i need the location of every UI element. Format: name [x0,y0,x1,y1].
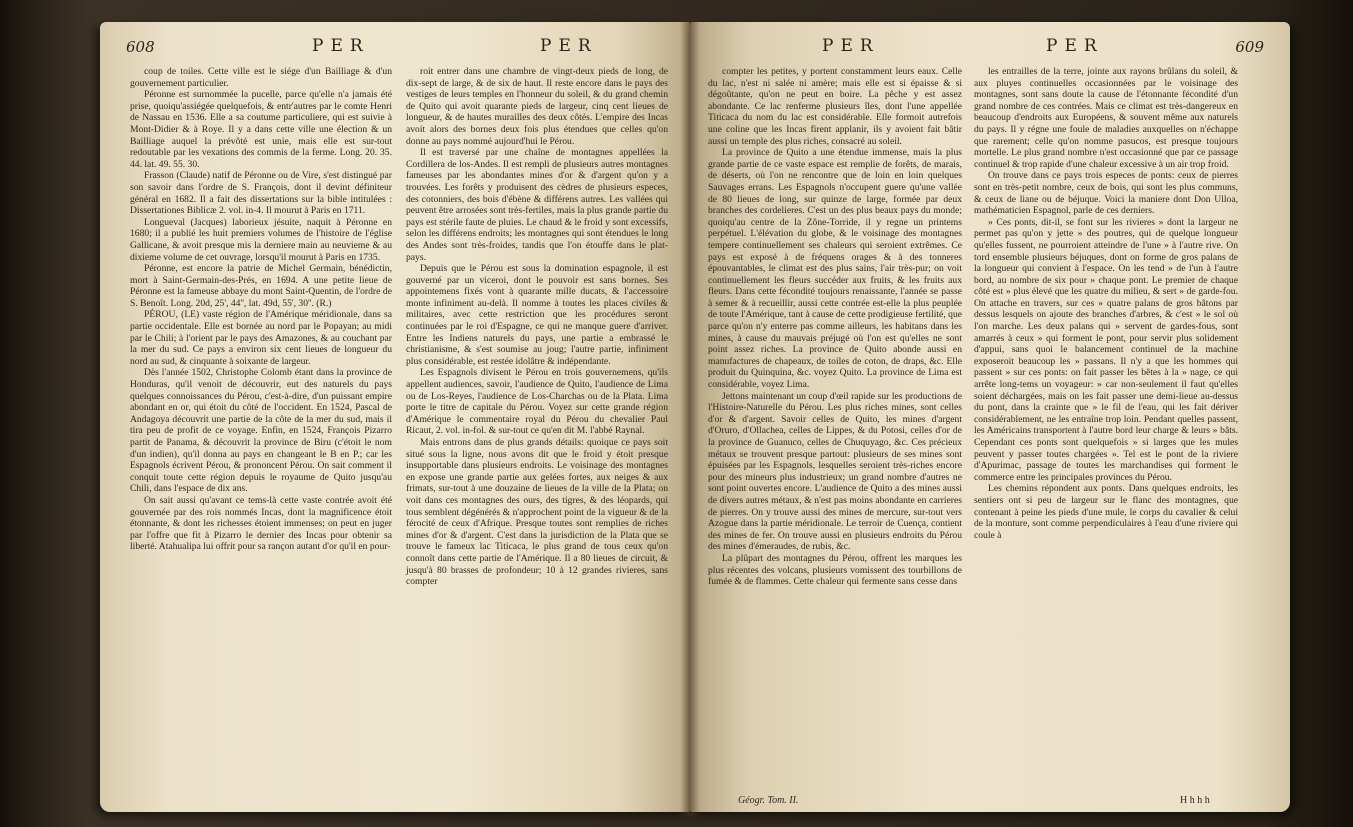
left-page-header [100,36,690,62]
left-page-number: 608 [126,38,155,56]
right-page-column-2 [974,66,1238,541]
book-gutter [680,18,700,816]
paragraph: » Ces ponts, dit-il, se font sur les rivieres » dont la largeur ne permet pas qu'on y jette » des poutres, qui de quelque longueur qu'elles fussent, ne pourroient atteindre de l'une » à l'autre rive. On tord ensemble plusieurs béjuques, dont on forme de gros palans de la longueur qui convient à l'espace. On les tend » de l'un à l'autre bord, au nombre de six pour » chaque pont. Le premier de chaque côté est » plus élevé que les quatre du milieu, & sert » de garde-fou. On attache en travers, sur ces » quatre palans de gros bâtons par dessus lesquels on ajoute des branches d'arbres, & c'est » le sol où l'on marche. Les deux palans qui » servent de gardes-fous, sont amarrés à ceux » qui forment le pont, pour servir plus solidement d'appui, sans quoi le balancement continuel de la machine exposeroit beaucoup les » passans. Il n'y a que les hommes qui passent » sur ces ponts: on fait passer les bêtes à la » nage, ce qui arrête long-tems un voyageur: » car non-seulement il faut qu'elles soient déchargées, mais on les fait passer une demi-lieue au-dessus du pont, dans la crainte que » le fil de l'eau, qui les fait dériver considérablement, ne les entraîne trop loin. Pendant quelles passent, les Américains transportent à l'autre bord leur charge & leurs » bâts. Cependant ces ponts sont quelquefois » si larges que les mules peuvent y passer toutes chargées ». Tel est le pont de la riviere d'Apurimac, passage de toutes les marchandises qui forment le commerce entre les principales provinces du Pérou. [974,216,1238,483]
left-running-head-2: PER [540,36,598,56]
paragraph: On trouve dans ce pays trois especes de ponts: ceux de pierres sont en très-petit nombre, ceux de bois, qui sont les plus communs, & ceux de liane ou de béjuque. Voici la maniere dont Don Ulloa, mathématicien Espagnol, parle de ces derniers. [974,170,1238,217]
paragraph: Péronne, est encore la patrie de Michel Germain, bénédictin, mort à Saint-Germain-des-Prés, en 1694. A une petite lieue de Péronne est la fameuse abbaye du mont Saint-Quentin, de l'ordre de S. Benoît. Long. 20d, 25', 44'', lat. 49d, 55', 30''. (R.) [130,263,392,309]
paragraph: Péronne est surnommée la pucelle, parce qu'elle n'a jamais été prise, quoiqu'assiégée quelquefois, & entr'autres par le comte Henri de Nassau en 1536. Elle a sa coutume particuliere, qui est suivie à Mont-Didier & à Roye. Il y a dans cette ville une élection & un Bailliage auquel la prévôté est unie, mais elle est sur-tout redoutable par les vexations des commis de la ferme. Long. 20. 35. 44. lat. 49. 55. 30. [130,89,392,170]
paragraph: Il est traversé par une chaîne de montagnes appellées la Cordillera de los-Andes. Il est rempli de plusieurs autres montagnes fameuses par les abondantes mines d'or & d'argent qu'on y a trouvées. Les forêts y produisent des cèdres de plusieurs especes, des cotonniers, des bois d'ébène & différens autres. Les vallées qui peuvent être arrosées sont très-fertiles, mais la plus grande partie du pays est stérile faute de pluies. Le chaud & le froid y sont excessifs, selon les différens endroits; les montagnes qui sont étendues le long des Andes sont très-froides, tandis que l'on étouffe dans le plat-pays. [406,147,668,263]
paragraph: La province de Quito a une étendue immense, mais la plus grande partie de ce vaste espace est remplie de forêts, de marais, de déserts, où l'on ne rencontre que de loin en loin quelques Sauvages errans. Les Espagnols n'occupent guere qu'une vallée de 80 lieues de long, sur quinze de large, formée par deux branches des cordelieres. C'est un des plus beaux pays du monde; quoiqu'au centre de la Zône-Torride, il y regne un printems perpétuel. L'élévation du globe, & le voisinage des montagnes tempere continuellement ses chaleurs qui seroient extrêmes. Ce pays est exposé à de fréquens orages & à des tonneres épouvantables, le climat est des plus sains, l'air très-pur; on voit continuellement les fleurs succéder aux fruits, & les fruits aux fleurs. Dans cette fécondité toujours renaissante, l'année se passe à semer & à recueillir, aussi cette contrée est-elle la plus peuplée de toute l'Amérique, tant à cause de cette prodigieuse fertilité, que parce qu'on n'y enterre pas comme ailleurs, les habitans dans les mines, à cause du mauvais préjugé où l'on est qu'elles ne sont point assez riches. La province de Quito abonde aussi en manufactures de chapeaux, de toiles de coton, de draps, &c. Elle produit du Quinquina, &c. voyez Quito. La province de Lima est considérable, voyez Lima. [708,147,962,391]
right-page-number: 609 [1235,38,1264,56]
paragraph: Frasson (Claude) natif de Péronne ou de Vire, s'est distingué par son savoir dans l'ordre de S. François, dont il devint définiteur général en 1682. Il a fait des dissertations sur la bible intitulées : Dissertationes Biblicæ 2. vol. in-4. Il mourut à Paris en 1711. [130,170,392,217]
right-running-head-1: PER [822,36,880,56]
paragraph: On sait aussi qu'avant ce tems-là cette vaste contrée avoit été gouvernée par des rois nommés Incas, dont la magnificence étoit étonnante, & dont les richesses étoient immenses; on peut en juger par l'offre que fit à Pizarro le dernier des Incas pour obtenir sa liberté. Atahualipa lui offrit pour sa rançon autant d'or qu'il en pour- [130,494,392,553]
left-page-column-2 [406,66,668,588]
paragraph: Les chemins répondent aux ponts. Dans quelques endroits, les sentiers ont si peu de largeur sur le flanc des montagnes, que contenant à peine les pieds d'une mule, le corps du cavalier & celui de la monture, sont comme perpendiculaires à l'eau d'une riviere qui coule à [974,483,1238,541]
paragraph: coup de toiles. Cette ville est le siége d'un Bailliage & d'un gouvernement particulier. [130,66,392,89]
paragraph: les entrailles de la terre, jointe aux rayons brûlans du soleil, & aux pluyes continuelles occasionnées par le voisinage des montagnes, sont sans doute la cause de l'étonnante fécondité d'un grand nombre de ces contrées. Mais ce climat est très-dangereux en beaucoup d'endroits aux Européens, & souvent même aux naturels du pays. Il y régne une foule de maladies auxquelles on n'échappe que rarement; celle qu'on nomme pasucos, est presque toujours mortelle. Le plus grand nombre n'est occasionné que par ce passage continuel & trop rapide d'une chaleur excessive à un air trop froid. [974,66,1238,170]
right-page [690,22,1290,812]
paragraph: PÉROU, (LE) vaste région de l'Amérique méridionale, dans sa partie occidentale. Elle est bornée au nord par le Popayan; au midi par le Chili; à l'orient par le pays des Amazones, & au couchant par la mer du sud. Ce pays a environ six cent lieues de longueur du nord au sud, & cinquante à soixante de largeur. [130,309,392,367]
left-page [100,22,690,812]
right-page-column-1 [708,66,962,588]
paragraph: Jettons maintenant un coup d'œil rapide sur les productions de l'Histoire-Naturelle du Pérou. Les plus riches mines, sont celles d'or & d'argent. Savoir celles de Quito, les mines d'argent d'Oruro, d'Ollachea, celles de Lippes, & du Potosi, celles d'or de la province de Guanuco, celles de Chuquyago, &c. Ces précieux métaux se trouvent presque partout: plusieurs de ses mines sont épuisées par les Espagnols, lesquelles seroient très-riches encore pour des mineurs plus industrieux; un grand nombre d'autres ne sont point ouvertes encore. L'audience de Quito a des mines aussi de divers autres métaux, & n'est pas moins abondante en carrieres de pierres. On y trouve aussi des mines de mercure, sur-tout vers Azogue dans la partie méridionale. Le terroir de Cuença, contient des mines de fer. On trouve aussi en plusieurs endroits du Pérou des mines d'émeraudes, de rubis, &c. [708,390,962,553]
paragraph: compter les petites, y portent constamment leurs eaux. Celle du lac, n'est ni salée ni amère; mais elle est si épaisse & si dégoûtante, qu'on ne peut en boire. La pêche y est assez abondante. Ce lac renferme plusieurs îles, dont l'une appellée Titicaca du nom du lac est considérable. Elle formoit autrefois une coline que les Incas firent applanir, ils y avoient fait bâtir aussi un temple des plus riches, consacré au soleil. [708,66,962,147]
paragraph: Les Espagnols divisent le Pérou en trois gouvernemens, qu'ils appellent audiences, savoir, l'audience de Quito, l'audience de Lima ou de Los-Reyes, l'audience de Los-Charchas ou de la Plata. Lima porte le titre de capitale du Pérou. Voyez sur cette grande région d'Amérique le commentaire royal du Pérou du chevalier Paul Ricaut, 2. vol. in-fol. & sur-tout ce qu'en dit M. l'abbé Raynal. [406,367,668,437]
paragraph: roit entrer dans une chambre de vingt-deux pieds de long, de dix-sept de large, & de six de haut. Il reste encore dans le pays des vestiges de leurs temples en l'honneur du soleil, & du grand chemin de Quito qui avoit quarante pieds de largeur, cinq cent lieues de longueur, & de hautes murailles des deux côtés. L'empire des Incas avoit alors des bornes deux fois plus étendues que celles qu'on donne au pays nommé aujourd'hui le Pérou. [406,66,668,147]
paragraph: Mais entrons dans de plus grands détails: quoique ce pays soit situé sous la ligne, nous avons dit que le froid y étoit presque insupportable dans plusieurs endroits. Le voisinage des montagnes en expose une grande partie aux gelées fortes, aux neiges & aux frimats, sur-tout à une douzaine de lieues de la ville de la Plata; on voit dans ces montagnes des ours, des tigres, & des léopards, qui tous semblent dégénérés & n'approchent point de la vigueur & de la férocité de ceux d'Afrique. Presque toutes sont remplies de riches mines d'or & d'argent. C'est dans la jurisdiction de la Plata que se trouve le fameux lac Titicaca, le plus grand de tous ceux qu'on connoît dans cette partie de l'Amérique. Il a 80 lieues de circuit, & jusqu'à 80 brasses de profondeur; 10 à 12 grandes rivieres, sans compter [406,437,668,588]
gathering-mark: H h h h [1180,795,1210,806]
left-running-head-1: PER [312,36,370,56]
right-running-head-2: PER [1046,36,1104,56]
signature-mark: Géogr. Tom. II. [738,795,799,806]
left-page-column-1 [130,66,392,553]
paragraph: Dès l'année 1502, Christophe Colomb étant dans la province de Honduras, qu'il venoit de découvrir, eut des naturels du pays quelques connoissances du Pérou, c'est-à-dire, d'un puissant empire abondant en or, qui étoit du côté de l'occident. En 1524, Pascal de Andagoya découvrit une partie de la côte de la mer du sud, mais il tira peu de profit de ce voyage. Enfin, en 1524, François Pizarro partit de Panama, & découvrit la province de Biru (c'étoit le nom d'un indien), qu'il donna au pays en changeant le B en P.; car les Espagnols écrivent Pérou, & prononcent Pérou. On sait comment il conquit toute cette région depuis le royaume de Quito jusqu'au Chili, dans l'espace de dix ans. [130,367,392,495]
paragraph: Longueval (Jacques) laborieux jésuite, naquit à Péronne en 1680; il a publié les huit premiers volumes de l'histoire de l'église Gallicane, & avoit presque mis la derniere main au neuvieme & au dixieme volume de cet ouvrage, lorsqu'il mourut à Paris en 1735. [130,216,392,263]
paragraph: La plûpart des montagnes du Pérou, offrent les marques les plus récentes des volcans, plusieurs vomissent des tourbillons de fumée & de flammes. Cette chaleur qui fermente sans cesse dans [708,552,962,588]
paragraph: Depuis que le Pérou est sous la domination espagnole, il est gouverné par un viceroi, dont le pouvoir est sans bornes. Ses appointemens fixés vont à quarante mille ducats, & l'accessoire monte infiniment au-delà. Il nomme à toutes les places civiles & militaires, avec cette restriction que les procédures seront continuées par le roi d'Espagne, ce qui ne manque guere d'arriver. Entre les Indiens naturels du pays, une partie a embrassé le christianisme, & s'est soumise au joug; l'autre partie, infiniment plus considérable, est restée idolâtre & indépendante. [406,263,668,367]
right-page-header [690,36,1290,62]
